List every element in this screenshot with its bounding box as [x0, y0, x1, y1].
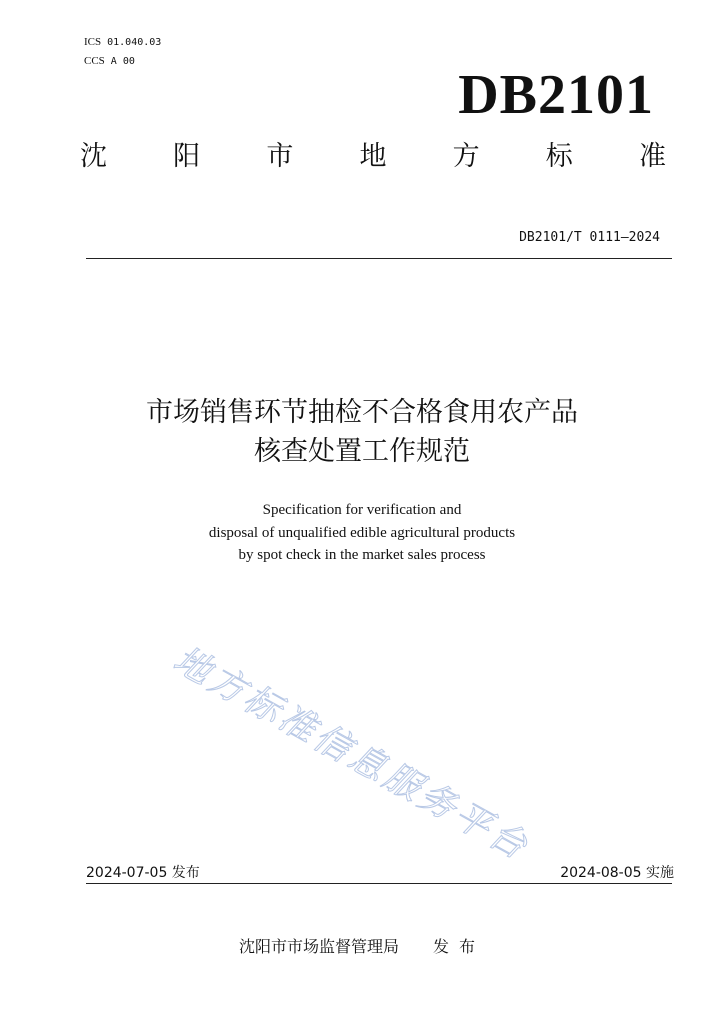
english-title-line: by spot check in the market sales process — [238, 547, 486, 563]
issuing-authority — [0, 936, 724, 958]
standard-number: DB2101/T 0111—2024 — [519, 230, 660, 245]
implementation-date: 2024-08-05 实施 — [560, 865, 674, 881]
org-title-char: 地 — [359, 141, 387, 172]
english-title — [0, 499, 724, 567]
local-standard-title — [80, 140, 666, 174]
ccs-code: A 00 — [110, 56, 135, 67]
english-title-line: disposal of unqualified edible agricultural products — [208, 524, 516, 541]
standard-code-heading: DB2101 — [458, 64, 654, 126]
issue-date: 2024-07-05 发布 — [86, 865, 200, 881]
ccs-classification — [84, 55, 135, 68]
ics-label: ICS — [84, 36, 102, 48]
ics-classification — [84, 36, 161, 49]
ics-code: 01.040.03 — [107, 37, 162, 48]
org-title-char: 准 — [638, 141, 666, 172]
chinese-title — [0, 393, 724, 471]
footer-divider — [86, 883, 672, 884]
chinese-title-line: 市场销售环节抽检不合格食用农产品 — [146, 397, 578, 428]
org-title-char: 沈 — [80, 141, 107, 172]
issuer-name: 沈阳市市场监督管理局 — [238, 937, 399, 956]
chinese-title-line: 核查处置工作规范 — [254, 436, 470, 467]
english-title-line: Specification for verification and — [262, 502, 462, 518]
org-title-char: 标 — [545, 141, 573, 172]
header-divider — [86, 258, 672, 259]
watermark: 地方标准信息服务平台 — [166, 639, 537, 869]
ccs-label: CCS — [84, 55, 105, 67]
org-title-char: 方 — [452, 141, 480, 172]
org-title-char: 市 — [266, 141, 294, 172]
issuer-action: 发布 — [433, 937, 486, 956]
org-title-char: 阳 — [173, 141, 201, 172]
